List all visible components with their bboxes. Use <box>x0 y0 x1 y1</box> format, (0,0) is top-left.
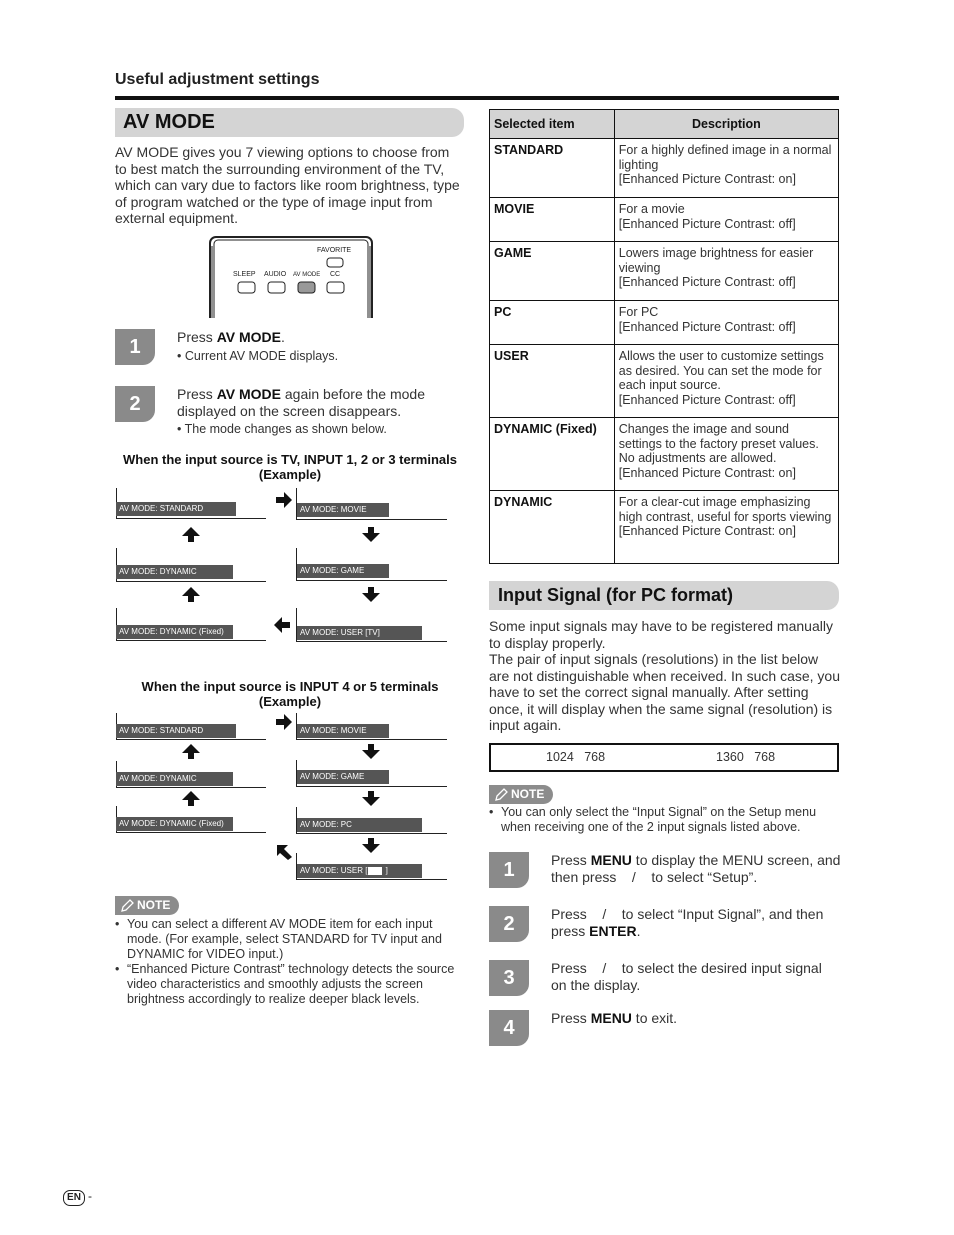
header-description: Description <box>614 110 838 139</box>
row-description: Allows the user to customize settings as desired. You can set the mode for each input source. [Enhanced Picture Contrast: off] <box>614 345 838 418</box>
row-item: GAME <box>490 242 615 301</box>
flow-1-game: AV MODE: GAME <box>297 564 389 578</box>
table-row <box>490 242 839 301</box>
flow-2-caption: When the input source is INPUT 4 or 5 terminals (Example) <box>141 679 439 709</box>
note-badge: NOTE <box>489 785 553 804</box>
flow-2-standard: AV MODE: STANDARD <box>116 724 236 738</box>
flow-2-dynamic-fixed: AV MODE: DYNAMIC (Fixed) <box>116 817 233 831</box>
flow-2-user: AV MODE: USER [ ] <box>297 864 422 878</box>
row-item: DYNAMIC (Fixed) <box>490 418 615 491</box>
pencil-icon <box>494 787 509 802</box>
flow-2-dynamic: AV MODE: DYNAMIC <box>116 772 233 786</box>
arrow-down-icon <box>361 587 381 603</box>
page-number: - <box>88 1189 92 1203</box>
av-mode-intro: AV MODE gives you 7 viewing options to choose from to best match the surrounding environment of the TV, which can vary due to factors like room brightness, type of program watched or the type of image input from external equipment. <box>115 144 460 226</box>
flow-1-dynamic: AV MODE: DYNAMIC <box>116 565 233 579</box>
arrow-down-icon <box>361 744 381 760</box>
flow-2-pc: AV MODE: PC <box>297 818 422 832</box>
step-2-bullet: • The mode changes as shown below. <box>177 422 387 436</box>
signal-step-2-number: 2 <box>489 906 529 942</box>
arrow-up-icon <box>181 744 201 760</box>
remote-avmode-label: AV MODE <box>293 272 321 278</box>
flow-1-movie: AV MODE: MOVIE <box>297 503 389 517</box>
row-description: For a movie [Enhanced Picture Contrast: off] <box>614 198 838 242</box>
signal-step-1-text: Press MENU to display the MENU screen, and then press / to select “Setup”. <box>551 852 845 885</box>
row-description: For PC [Enhanced Picture Contrast: off] <box>614 301 838 345</box>
note-item: • You can select a different AV MODE item for each input mode. (For example, select STANDARD for TV input and DYNAMIC for VIDEO input.) <box>115 917 442 961</box>
row-description: Lowers image brightness for easier viewing [Enhanced Picture Contrast: off] <box>614 242 838 301</box>
remote-sleep-label: SLEEP <box>233 271 256 278</box>
row-description: For a clear-cut image emphasizing high contrast, useful for sports viewing [Enhanced Picture Contrast: on] <box>614 491 838 564</box>
flow-1-caption: When the input source is TV, INPUT 1, 2 or 3 terminals (Example) <box>123 452 457 482</box>
table-row <box>490 345 839 418</box>
row-description: Changes the image and sound settings to the factory preset values. No adjustments are allowed. [Enhanced Picture Contrast: on] <box>614 418 838 491</box>
row-item: STANDARD <box>490 139 615 198</box>
table-row <box>490 139 839 198</box>
arrow-right-icon <box>274 492 294 508</box>
flow-1-user: AV MODE: USER [TV] <box>297 626 422 640</box>
note-item: • “Enhanced Picture Contrast” technology detects the source video characteristics and smoothly adjusts the screen brightness accordingly to realize deeper black levels. <box>115 962 455 1006</box>
step-1-bullet: • Current AV MODE displays. <box>177 349 339 363</box>
input-signal-list <box>489 743 839 772</box>
remote-audio-label: AUDIO <box>264 271 287 278</box>
signal-step-3-text: Press / to select the desired input signal on the display. <box>551 960 826 993</box>
signal-step-4-text: Press MENU to exit. <box>551 1010 678 1026</box>
header-rule <box>115 96 839 100</box>
note-badge: NOTE <box>115 896 179 915</box>
input-signal-title: Input Signal (for PC format) <box>489 581 839 610</box>
remote-illustration <box>209 236 373 318</box>
input-return-icon <box>368 867 382 875</box>
signal-pair-2: 1360 768 <box>716 750 776 764</box>
table-row <box>490 418 839 491</box>
section-heading: Useful adjustment settings <box>115 71 320 88</box>
row-item: USER <box>490 345 615 418</box>
av-mode-description-table <box>489 109 839 564</box>
arrow-left-icon <box>272 617 292 633</box>
flow-2-game: AV MODE: GAME <box>297 770 389 784</box>
header-selected-item: Selected item <box>490 110 615 139</box>
arrow-up-left-icon <box>275 844 295 860</box>
pencil-icon <box>120 898 135 913</box>
signal-step-4-number: 4 <box>489 1010 529 1046</box>
row-item: PC <box>490 301 615 345</box>
row-item: MOVIE <box>490 198 615 242</box>
signal-step-1-number: 1 <box>489 852 529 888</box>
flow-1-standard: AV MODE: STANDARD <box>116 502 236 516</box>
arrow-down-icon <box>361 791 381 807</box>
signal-step-3-number: 3 <box>489 960 529 996</box>
row-description: For a highly defined image in a normal lighting [Enhanced Picture Contrast: on] <box>614 139 838 198</box>
arrow-down-icon <box>361 838 381 854</box>
step-1-number: 1 <box>115 329 155 365</box>
arrow-right-icon <box>274 714 294 730</box>
av-mode-title: AV MODE <box>115 108 464 137</box>
input-signal-intro: Some input signals may have to be registered manually to display properly. The pair of input signals (resolutions) in the list below are not distinguishable when received. In such case, you have to set the correct signal manually. After setting once, it will display when the same signal (resolution) is input again. <box>489 618 840 733</box>
table-row <box>490 491 839 564</box>
table-row <box>490 198 839 242</box>
table-row <box>490 301 839 345</box>
arrow-up-icon <box>181 791 201 807</box>
flow-2-movie: AV MODE: MOVIE <box>297 724 389 738</box>
signal-step-2-text: Press / to select “Input Signal”, and then press ENTER. <box>551 906 828 939</box>
step-2-number: 2 <box>115 386 155 422</box>
arrow-up-icon <box>181 527 201 543</box>
signal-pair-1: 1024 768 <box>546 750 606 764</box>
step-1-text: Press AV MODE. <box>177 329 285 345</box>
language-badge: EN <box>63 1190 85 1206</box>
arrow-up-icon <box>181 587 201 603</box>
arrow-down-icon <box>361 527 381 543</box>
remote-favorite-label: FAVORITE <box>317 247 352 254</box>
row-item: DYNAMIC <box>490 491 615 564</box>
remote-cc-label: CC <box>330 271 341 278</box>
av-mode-note-list <box>115 917 467 1007</box>
table-header-row <box>490 110 839 139</box>
flow-1-dynamic-fixed: AV MODE: DYNAMIC (Fixed) <box>116 625 233 639</box>
step-2-text: Press AV MODE again before the mode displayed on the screen disappears. <box>177 386 425 419</box>
input-signal-note: • You can only select the “Input Signal” on the Setup menu when receiving one of the 2 input signals listed above. <box>489 805 817 834</box>
